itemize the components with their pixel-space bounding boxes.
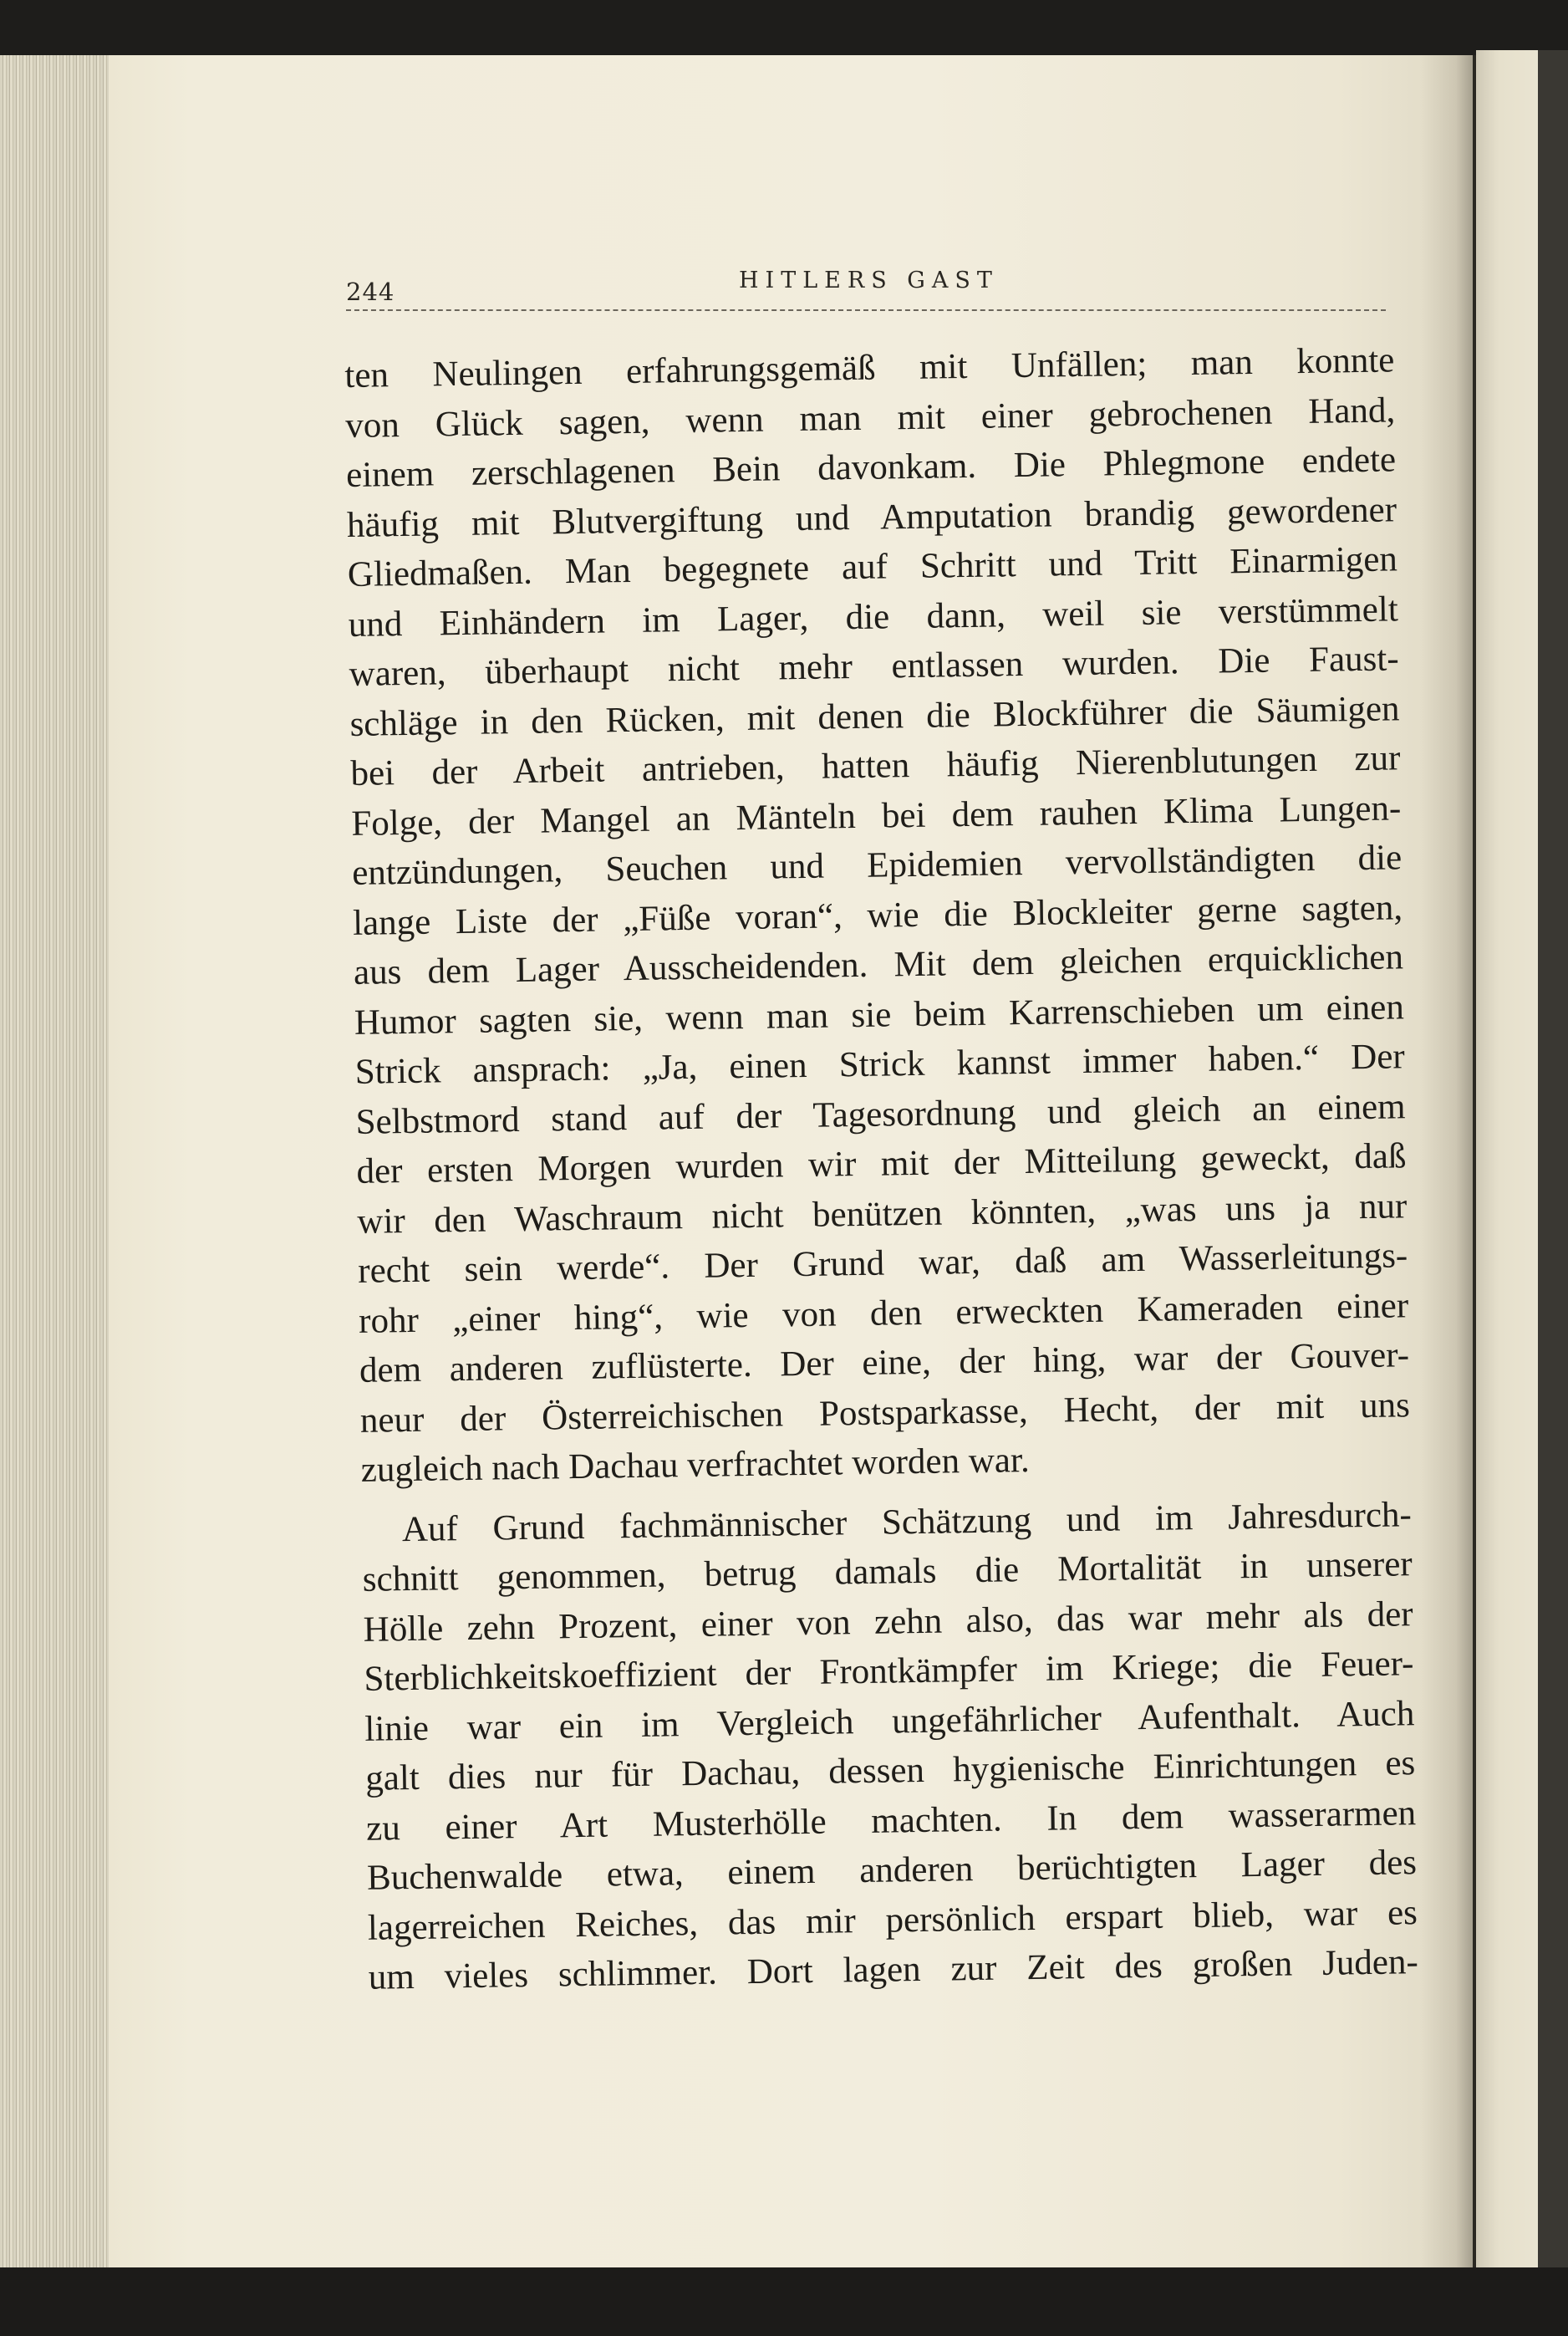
text-line: Gliedmaßen. Man begegnete auf Schritt und Tritt Einarmigen: [347, 539, 1398, 594]
text-line: neur der Österreichischen Postsparkasse, Hecht, der mit uns: [359, 1385, 1411, 1441]
text-line: Auf Grund fachmännischer Schätzung und im Jahresdurch-: [401, 1494, 1413, 1549]
text-line: wir den Waschraum nicht benützen könnten, „was uns ja nur: [357, 1186, 1408, 1242]
text-line: einem zerschlagenen Bein davonkam. Die Phlegmone endete: [345, 440, 1397, 495]
text-line: Strick ansprach: „Ja, einen Strick kannst immer haben.“ Der: [354, 1037, 1406, 1092]
text-line: um vieles schlimmer. Dort lagen zur Zeit des großen Juden-: [368, 1942, 1419, 1997]
text-line: Sterblichkeitskoeffizient der Frontkämpfer im Kriege; die Feuer-: [364, 1644, 1414, 1699]
header-rule: [346, 309, 1386, 311]
running-title: HITLERS GAST: [739, 268, 999, 293]
text-line: ten Neulingen erfahrungsgemäß mit Unfällen; man konnte: [344, 340, 1395, 395]
scan-background-top: [0, 0, 1568, 55]
text-line: häufig mit Blutvergiftung und Amputation brandig gewordener: [346, 489, 1397, 545]
text-line: entzündungen, Seuchen und Epidemien vervollständigten die: [351, 838, 1403, 893]
text-line: Selbstmord stand auf der Tagesordnung und gleich an einem: [355, 1086, 1406, 1142]
book-cover-edge: [1538, 50, 1568, 2274]
text-line: zu einer Art Musterhölle machten. In dem wasserarmen: [365, 1793, 1417, 1849]
text-line: zugleich nach Dachau verfrachtet worden war.: [360, 1440, 1030, 1490]
page-number: 244: [346, 278, 395, 306]
text-line: dem anderen zuflüsterte. Der eine, der hing, war der Gouver-: [359, 1335, 1410, 1390]
text-line: schnitt genommen, betrug damals die Mortalität in unserer: [362, 1544, 1413, 1599]
text-line: Hölle zehn Prozent, einer von zehn also, das war mehr als der: [363, 1594, 1413, 1650]
text-line: lagerreichen Reiches, das mir persönlich erspart blieb, war es: [367, 1892, 1418, 1948]
running-head: [346, 268, 1386, 309]
text-line: von Glück sagen, wenn man mit einer gebrochenen Hand,: [344, 390, 1396, 446]
text-line: Buchenwalde etwa, einem anderen berüchtigten Lager des: [366, 1843, 1418, 1898]
text-line: schläge in den Rücken, mit denen die Blockführer die Säumigen: [349, 688, 1400, 744]
text-line: aus dem Lager Ausscheidenden. Mit dem gleichen erquicklichen: [353, 937, 1404, 992]
text-line: recht sein werde“. Der Grund war, daß am Wasserleitungs-: [357, 1236, 1408, 1291]
text-line: linie war ein im Vergleich ungefährlicher Aufenthalt. Auch: [364, 1693, 1415, 1749]
text-line: Folge, der Mangel an Mänteln bei dem rauhen Klima Lungen-: [351, 788, 1402, 844]
scan-background-bottom: [0, 2267, 1568, 2336]
page-stack-edge: [0, 55, 109, 2267]
text-line: galt dies nur für Dachau, dessen hygienische Einrichtungen es: [364, 1743, 1416, 1798]
text-line: rohr „einer hing“, wie von den erweckten Kameraden einer: [358, 1285, 1409, 1341]
paragraph-1: [344, 335, 1411, 1495]
paragraph-2: [361, 1490, 1418, 2003]
text-line: bei der Arbeit antrieben, hatten häufig Nierenblutungen zur: [350, 738, 1401, 793]
text-line: und Einhändern im Lager, die dann, weil sie verstümmelt: [348, 589, 1399, 645]
text-line: der ersten Morgen wurden wir mit der Mitteilung geweckt, daß: [356, 1136, 1407, 1191]
text-line: waren, überhaupt nicht mehr entlassen wurden. Die Faust-: [349, 639, 1399, 694]
text-line: Humor sagten sie, wenn man sie beim Karrenschieben um einen: [354, 987, 1405, 1043]
body-text: [344, 335, 1418, 2002]
text-line: lange Liste der „Füße voran“, wie die Blockleiter gerne sagten,: [352, 887, 1403, 943]
gutter-shadow: [1421, 55, 1479, 2267]
